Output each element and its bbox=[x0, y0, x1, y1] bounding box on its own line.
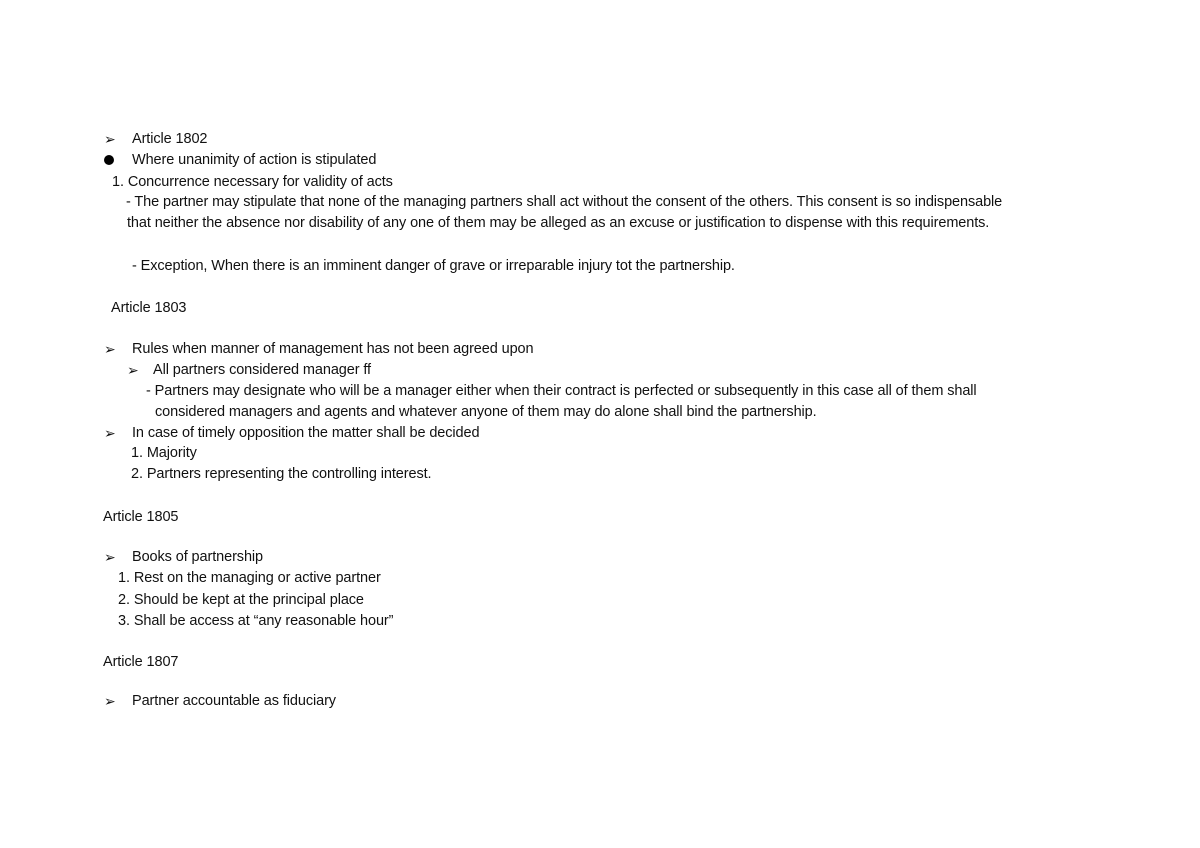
heading-article-1805: Article 1805 bbox=[103, 509, 179, 525]
heading-article-1802: Article 1802 bbox=[132, 131, 208, 147]
heading-article-1807: Article 1807 bbox=[103, 654, 179, 670]
text-unanimity: Where unanimity of action is stipulated bbox=[132, 152, 377, 168]
arrow-bullet-icon: ➢ bbox=[127, 362, 139, 378]
text-books: Books of partnership bbox=[132, 549, 263, 565]
numbered-item-majority: 1. Majority bbox=[131, 445, 197, 461]
paragraph-designate-line-2: considered managers and agents and whatever anyone of them may do alone shall bind the partnership. bbox=[155, 404, 817, 420]
paragraph-stipulation-line-1: - The partner may stipulate that none of the managing partners shall act without the consent of the others. This consent is so indispensable bbox=[126, 194, 1003, 210]
arrow-bullet-icon: ➢ bbox=[104, 425, 116, 441]
round-bullet-icon bbox=[104, 155, 114, 165]
arrow-bullet-icon: ➢ bbox=[104, 341, 116, 357]
numbered-item-kept-at: 2. Should be kept at the principal place bbox=[118, 592, 364, 608]
text-timely-opposition: In case of timely opposition the matter shall be decided bbox=[132, 425, 480, 441]
arrow-bullet-icon: ➢ bbox=[104, 693, 116, 709]
numbered-item-controlling-interest: 2. Partners representing the controlling interest. bbox=[131, 466, 432, 482]
text-rules-management: Rules when manner of management has not been agreed upon bbox=[132, 341, 534, 357]
numbered-item-concurrence: 1. Concurrence necessary for validity of acts bbox=[112, 174, 393, 190]
arrow-bullet-icon: ➢ bbox=[104, 131, 116, 147]
numbered-item-access: 3. Shall be access at “any reasonable hour” bbox=[118, 613, 394, 629]
text-all-partners: All partners considered manager ff bbox=[153, 362, 371, 378]
heading-article-1803: Article 1803 bbox=[111, 300, 187, 316]
paragraph-designate-line-1: - Partners may designate who will be a manager either when their contract is perfected or subsequently in this case all of them shall bbox=[146, 383, 977, 399]
paragraph-stipulation-line-2: that neither the absence nor disability of any one of them may be alleged as an excuse or justification to dispense with this requirements. bbox=[127, 215, 990, 231]
paragraph-exception: - Exception, When there is an imminent danger of grave or irreparable injury tot the partnership. bbox=[132, 258, 735, 274]
numbered-item-rest-on: 1. Rest on the managing or active partner bbox=[118, 570, 381, 586]
text-fiduciary: Partner accountable as fiduciary bbox=[132, 693, 336, 709]
arrow-bullet-icon: ➢ bbox=[104, 549, 116, 565]
